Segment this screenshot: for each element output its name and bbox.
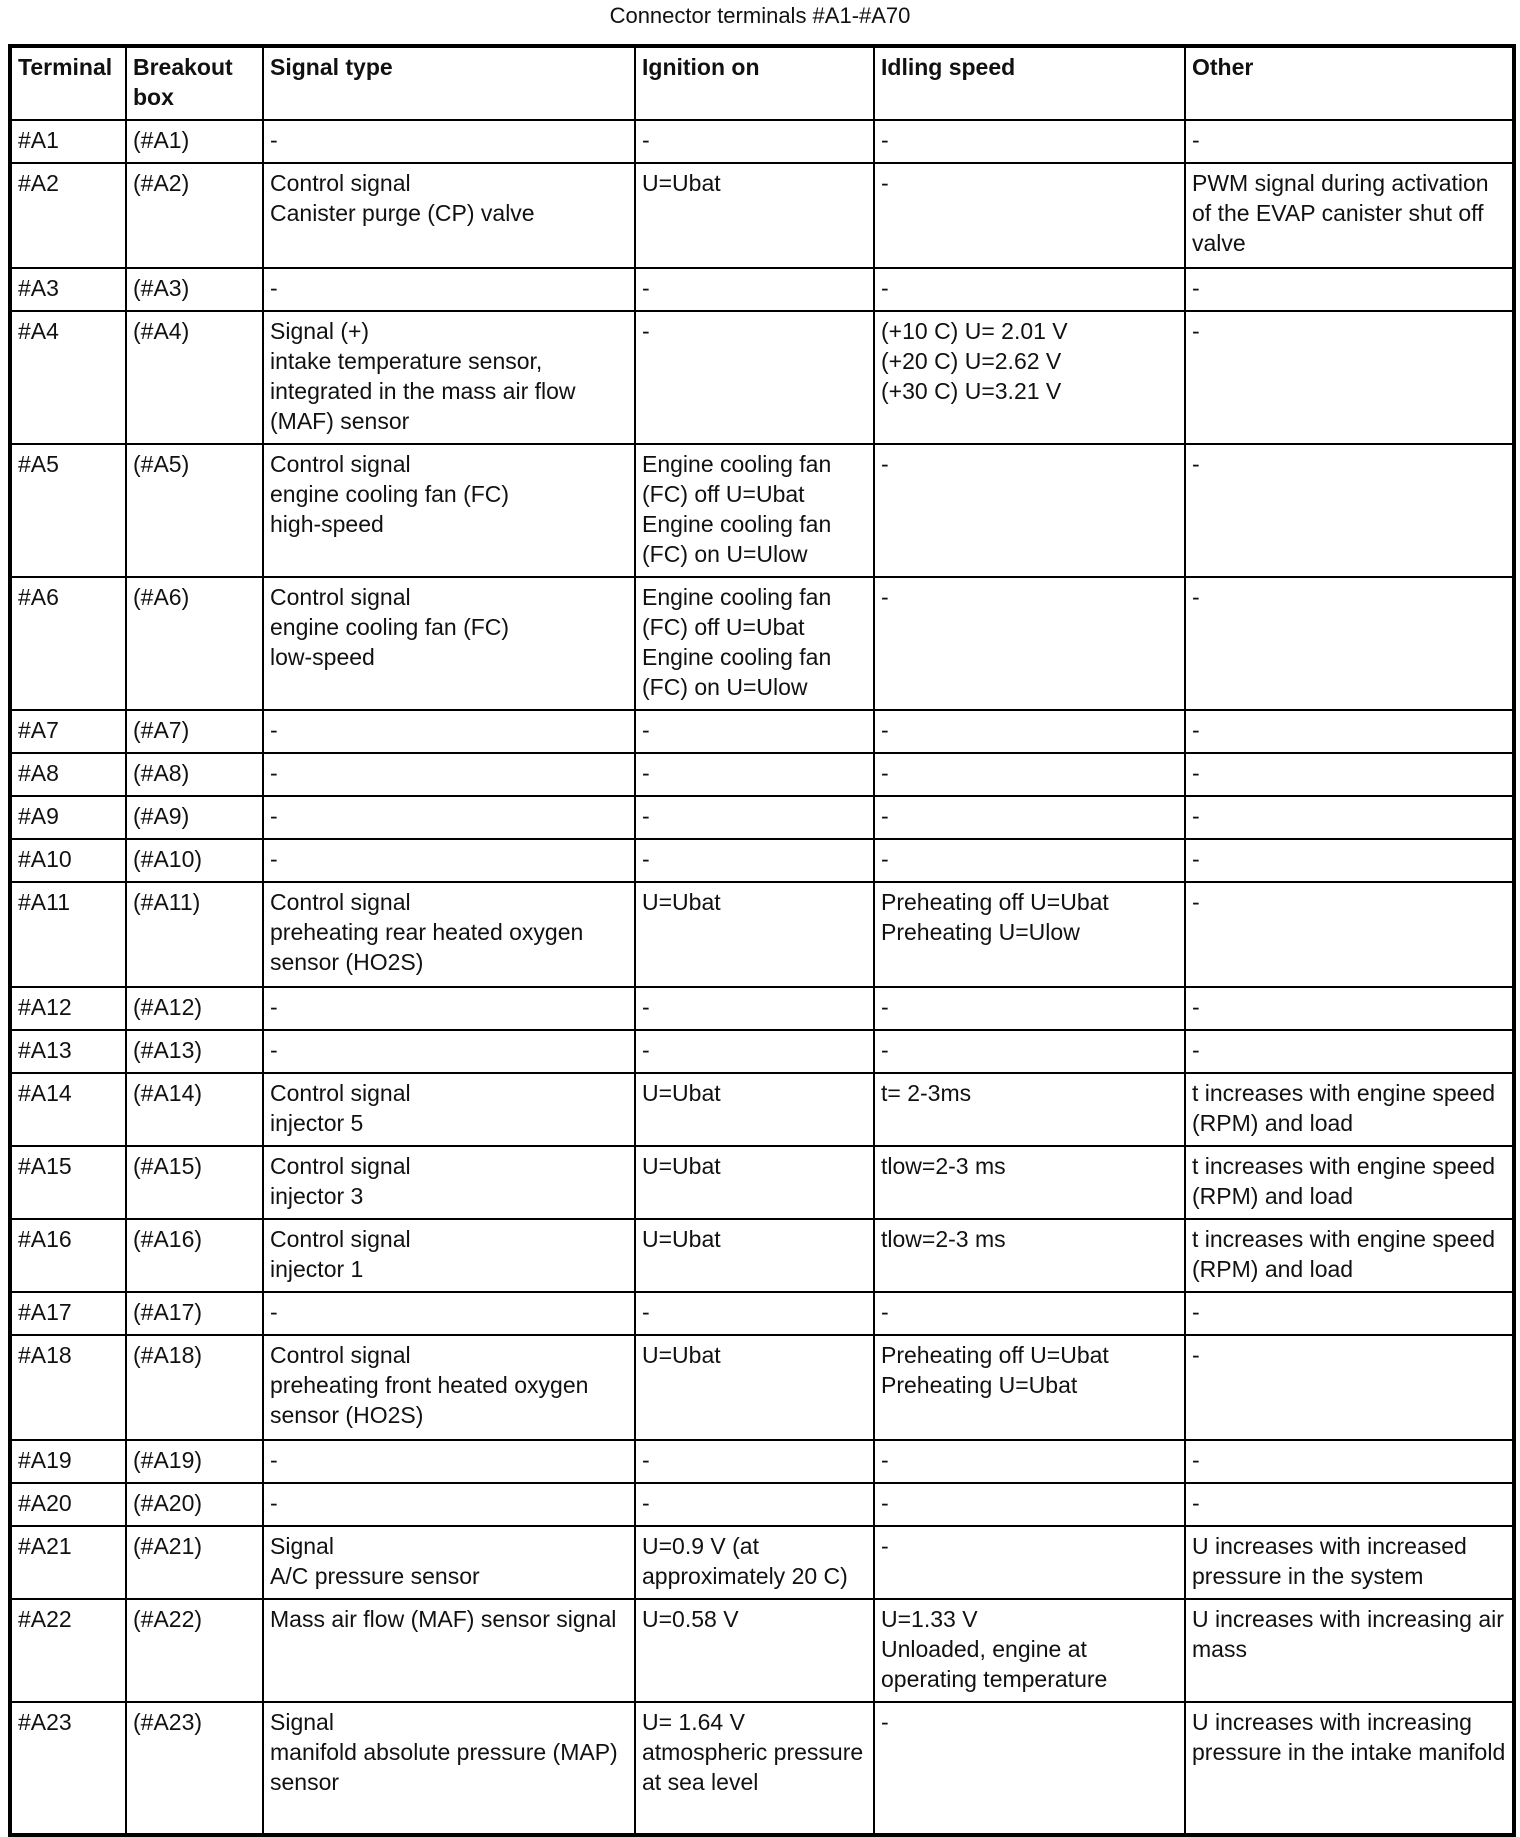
cell-breakout-box: (#A5) xyxy=(126,444,263,577)
cell-terminal: #A6 xyxy=(10,577,126,710)
cell-terminal: #A19 xyxy=(10,1440,126,1483)
cell-terminal: #A20 xyxy=(10,1483,126,1526)
cell-other: - xyxy=(1185,120,1514,163)
cell-ignition-on: U=Ubat xyxy=(635,1146,874,1219)
cell-idling-speed: - xyxy=(874,163,1185,268)
cell-breakout-box: (#A10) xyxy=(126,839,263,882)
cell-terminal: #A2 xyxy=(10,163,126,268)
cell-ignition-on: - xyxy=(635,796,874,839)
cell-ignition-on: U=0.9 V (at approximately 20 C) xyxy=(635,1526,874,1599)
cell-other: t increases with engine speed (RPM) and load xyxy=(1185,1073,1514,1146)
cell-terminal: #A3 xyxy=(10,268,126,311)
cell-other: - xyxy=(1185,1030,1514,1073)
table-row xyxy=(10,444,1514,577)
table-row xyxy=(10,311,1514,444)
table-row xyxy=(10,163,1514,268)
cell-terminal: #A18 xyxy=(10,1335,126,1440)
cell-idling-speed: - xyxy=(874,1483,1185,1526)
cell-ignition-on: - xyxy=(635,1292,874,1335)
cell-signal-type: Control signal engine cooling fan (FC) low-speed xyxy=(263,577,635,710)
cell-idling-speed: (+10 C) U= 2.01 V (+20 C) U=2.62 V (+30 C) U=3.21 V xyxy=(874,311,1185,444)
cell-other: - xyxy=(1185,710,1514,753)
cell-breakout-box: (#A20) xyxy=(126,1483,263,1526)
cell-other: - xyxy=(1185,753,1514,796)
header-breakout-box: Breakout box xyxy=(126,46,263,120)
cell-signal-type: Control signal engine cooling fan (FC) high-speed xyxy=(263,444,635,577)
cell-signal-type: - xyxy=(263,1030,635,1073)
cell-other: U increases with increasing air mass xyxy=(1185,1599,1514,1702)
cell-other: - xyxy=(1185,268,1514,311)
cell-idling-speed: Preheating off U=Ubat Preheating U=Ubat xyxy=(874,1335,1185,1440)
cell-breakout-box: (#A19) xyxy=(126,1440,263,1483)
cell-terminal: #A12 xyxy=(10,987,126,1030)
header-signal-type: Signal type xyxy=(263,46,635,120)
table-row xyxy=(10,577,1514,710)
cell-signal-type: - xyxy=(263,710,635,753)
cell-breakout-box: (#A7) xyxy=(126,710,263,753)
table-row xyxy=(10,796,1514,839)
cell-idling-speed: tlow=2-3 ms xyxy=(874,1146,1185,1219)
cell-ignition-on: U=Ubat xyxy=(635,163,874,268)
cell-idling-speed: Preheating off U=Ubat Preheating U=Ulow xyxy=(874,882,1185,987)
cell-terminal: #A17 xyxy=(10,1292,126,1335)
cell-breakout-box: (#A17) xyxy=(126,1292,263,1335)
cell-signal-type: Signal A/C pressure sensor xyxy=(263,1526,635,1599)
table-row xyxy=(10,987,1514,1030)
cell-breakout-box: (#A6) xyxy=(126,577,263,710)
cell-other: - xyxy=(1185,311,1514,444)
cell-signal-type: - xyxy=(263,1292,635,1335)
table-row xyxy=(10,1030,1514,1073)
cell-breakout-box: (#A11) xyxy=(126,882,263,987)
cell-other: t increases with engine speed (RPM) and load xyxy=(1185,1146,1514,1219)
cell-idling-speed: - xyxy=(874,268,1185,311)
cell-signal-type: - xyxy=(263,987,635,1030)
cell-breakout-box: (#A23) xyxy=(126,1702,263,1835)
cell-ignition-on: U=Ubat xyxy=(635,1073,874,1146)
cell-idling-speed: - xyxy=(874,1030,1185,1073)
cell-breakout-box: (#A14) xyxy=(126,1073,263,1146)
cell-ignition-on: U=0.58 V xyxy=(635,1599,874,1702)
cell-terminal: #A7 xyxy=(10,710,126,753)
cell-terminal: #A4 xyxy=(10,311,126,444)
cell-breakout-box: (#A22) xyxy=(126,1599,263,1702)
cell-idling-speed: - xyxy=(874,444,1185,577)
table-row xyxy=(10,1702,1514,1835)
cell-ignition-on: - xyxy=(635,120,874,163)
cell-ignition-on: - xyxy=(635,710,874,753)
table-row xyxy=(10,839,1514,882)
cell-other: - xyxy=(1185,1292,1514,1335)
cell-idling-speed: - xyxy=(874,1440,1185,1483)
cell-ignition-on: - xyxy=(635,1440,874,1483)
cell-signal-type: - xyxy=(263,1483,635,1526)
table-caption: Connector terminals #A1-#A70 xyxy=(609,3,911,28)
cell-signal-type: - xyxy=(263,120,635,163)
cell-breakout-box: (#A3) xyxy=(126,268,263,311)
cell-idling-speed: - xyxy=(874,987,1185,1030)
cell-signal-type: Control signal Canister purge (CP) valve xyxy=(263,163,635,268)
cell-ignition-on: - xyxy=(635,311,874,444)
cell-idling-speed: - xyxy=(874,577,1185,710)
cell-other: - xyxy=(1185,1440,1514,1483)
table-row xyxy=(10,753,1514,796)
table-row xyxy=(10,1146,1514,1219)
header-terminal: Terminal xyxy=(10,46,126,120)
cell-other: - xyxy=(1185,1483,1514,1526)
cell-signal-type: - xyxy=(263,753,635,796)
cell-idling-speed: U=1.33 V Unloaded, engine at operating temperature xyxy=(874,1599,1185,1702)
cell-ignition-on: - xyxy=(635,1030,874,1073)
header-other: Other xyxy=(1185,46,1514,120)
cell-idling-speed: - xyxy=(874,753,1185,796)
cell-terminal: #A10 xyxy=(10,839,126,882)
cell-terminal: #A15 xyxy=(10,1146,126,1219)
table-row xyxy=(10,120,1514,163)
cell-signal-type: Control signal injector 1 xyxy=(263,1219,635,1292)
cell-breakout-box: (#A1) xyxy=(126,120,263,163)
cell-idling-speed: - xyxy=(874,839,1185,882)
cell-breakout-box: (#A18) xyxy=(126,1335,263,1440)
cell-ignition-on: - xyxy=(635,753,874,796)
connector-terminals-table xyxy=(8,44,1516,1837)
cell-terminal: #A23 xyxy=(10,1702,126,1835)
cell-breakout-box: (#A8) xyxy=(126,753,263,796)
cell-breakout-box: (#A4) xyxy=(126,311,263,444)
cell-ignition-on: U= 1.64 V atmospheric pressure at sea level xyxy=(635,1702,874,1835)
cell-signal-type: Control signal injector 5 xyxy=(263,1073,635,1146)
cell-other: - xyxy=(1185,882,1514,987)
table-row xyxy=(10,1440,1514,1483)
table-row xyxy=(10,268,1514,311)
cell-signal-type: Signal manifold absolute pressure (MAP) sensor xyxy=(263,1702,635,1835)
cell-breakout-box: (#A13) xyxy=(126,1030,263,1073)
cell-signal-type: Control signal preheating rear heated oxygen sensor (HO2S) xyxy=(263,882,635,987)
cell-other: t increases with engine speed (RPM) and load xyxy=(1185,1219,1514,1292)
header-idling-speed: Idling speed xyxy=(874,46,1185,120)
table-row xyxy=(10,1073,1514,1146)
cell-other: - xyxy=(1185,444,1514,577)
table-header-row xyxy=(10,46,1514,120)
table-row xyxy=(10,882,1514,987)
cell-terminal: #A1 xyxy=(10,120,126,163)
cell-breakout-box: (#A2) xyxy=(126,163,263,268)
cell-signal-type: - xyxy=(263,839,635,882)
cell-signal-type: Mass air flow (MAF) sensor signal xyxy=(263,1599,635,1702)
table-body xyxy=(10,120,1514,1835)
cell-ignition-on: - xyxy=(635,839,874,882)
cell-other: U increases with increasing pressure in the intake manifold xyxy=(1185,1702,1514,1835)
cell-other: - xyxy=(1185,1335,1514,1440)
table-row xyxy=(10,1335,1514,1440)
table-row xyxy=(10,710,1514,753)
cell-ignition-on: Engine cooling fan (FC) off U=Ubat Engine cooling fan (FC) on U=Ulow xyxy=(635,577,874,710)
cell-signal-type: - xyxy=(263,1440,635,1483)
cell-signal-type: - xyxy=(263,268,635,311)
cell-idling-speed: - xyxy=(874,710,1185,753)
table-row xyxy=(10,1219,1514,1292)
cell-ignition-on: - xyxy=(635,1483,874,1526)
cell-idling-speed: - xyxy=(874,1702,1185,1835)
cell-other: - xyxy=(1185,839,1514,882)
cell-idling-speed: - xyxy=(874,1292,1185,1335)
cell-terminal: #A13 xyxy=(10,1030,126,1073)
cell-terminal: #A8 xyxy=(10,753,126,796)
header-ignition-on: Ignition on xyxy=(635,46,874,120)
cell-other: PWM signal during activation of the EVAP canister shut off valve xyxy=(1185,163,1514,268)
cell-ignition-on: U=Ubat xyxy=(635,1335,874,1440)
cell-terminal: #A9 xyxy=(10,796,126,839)
cell-other: - xyxy=(1185,796,1514,839)
cell-other: - xyxy=(1185,577,1514,710)
cell-breakout-box: (#A21) xyxy=(126,1526,263,1599)
cell-terminal: #A14 xyxy=(10,1073,126,1146)
table-row xyxy=(10,1483,1514,1526)
cell-terminal: #A21 xyxy=(10,1526,126,1599)
cell-ignition-on: U=Ubat xyxy=(635,1219,874,1292)
cell-terminal: #A16 xyxy=(10,1219,126,1292)
cell-ignition-on: - xyxy=(635,268,874,311)
cell-ignition-on: Engine cooling fan (FC) off U=Ubat Engine cooling fan (FC) on U=Ulow xyxy=(635,444,874,577)
cell-idling-speed: - xyxy=(874,1526,1185,1599)
cell-ignition-on: U=Ubat xyxy=(635,882,874,987)
cell-terminal: #A5 xyxy=(10,444,126,577)
table-row xyxy=(10,1599,1514,1702)
cell-terminal: #A22 xyxy=(10,1599,126,1702)
cell-signal-type: Control signal injector 3 xyxy=(263,1146,635,1219)
cell-signal-type: - xyxy=(263,796,635,839)
cell-ignition-on: - xyxy=(635,987,874,1030)
cell-idling-speed: t= 2-3ms xyxy=(874,1073,1185,1146)
cell-other: - xyxy=(1185,987,1514,1030)
cell-breakout-box: (#A16) xyxy=(126,1219,263,1292)
cell-idling-speed: - xyxy=(874,796,1185,839)
table-row xyxy=(10,1292,1514,1335)
cell-terminal: #A11 xyxy=(10,882,126,987)
cell-breakout-box: (#A15) xyxy=(126,1146,263,1219)
cell-breakout-box: (#A12) xyxy=(126,987,263,1030)
cell-breakout-box: (#A9) xyxy=(126,796,263,839)
cell-idling-speed: tlow=2-3 ms xyxy=(874,1219,1185,1292)
cell-signal-type: Signal (+) intake temperature sensor, integrated in the mass air flow (MAF) sensor xyxy=(263,311,635,444)
cell-other: U increases with increased pressure in the system xyxy=(1185,1526,1514,1599)
cell-idling-speed: - xyxy=(874,120,1185,163)
table-row xyxy=(10,1526,1514,1599)
cell-signal-type: Control signal preheating front heated oxygen sensor (HO2S) xyxy=(263,1335,635,1440)
